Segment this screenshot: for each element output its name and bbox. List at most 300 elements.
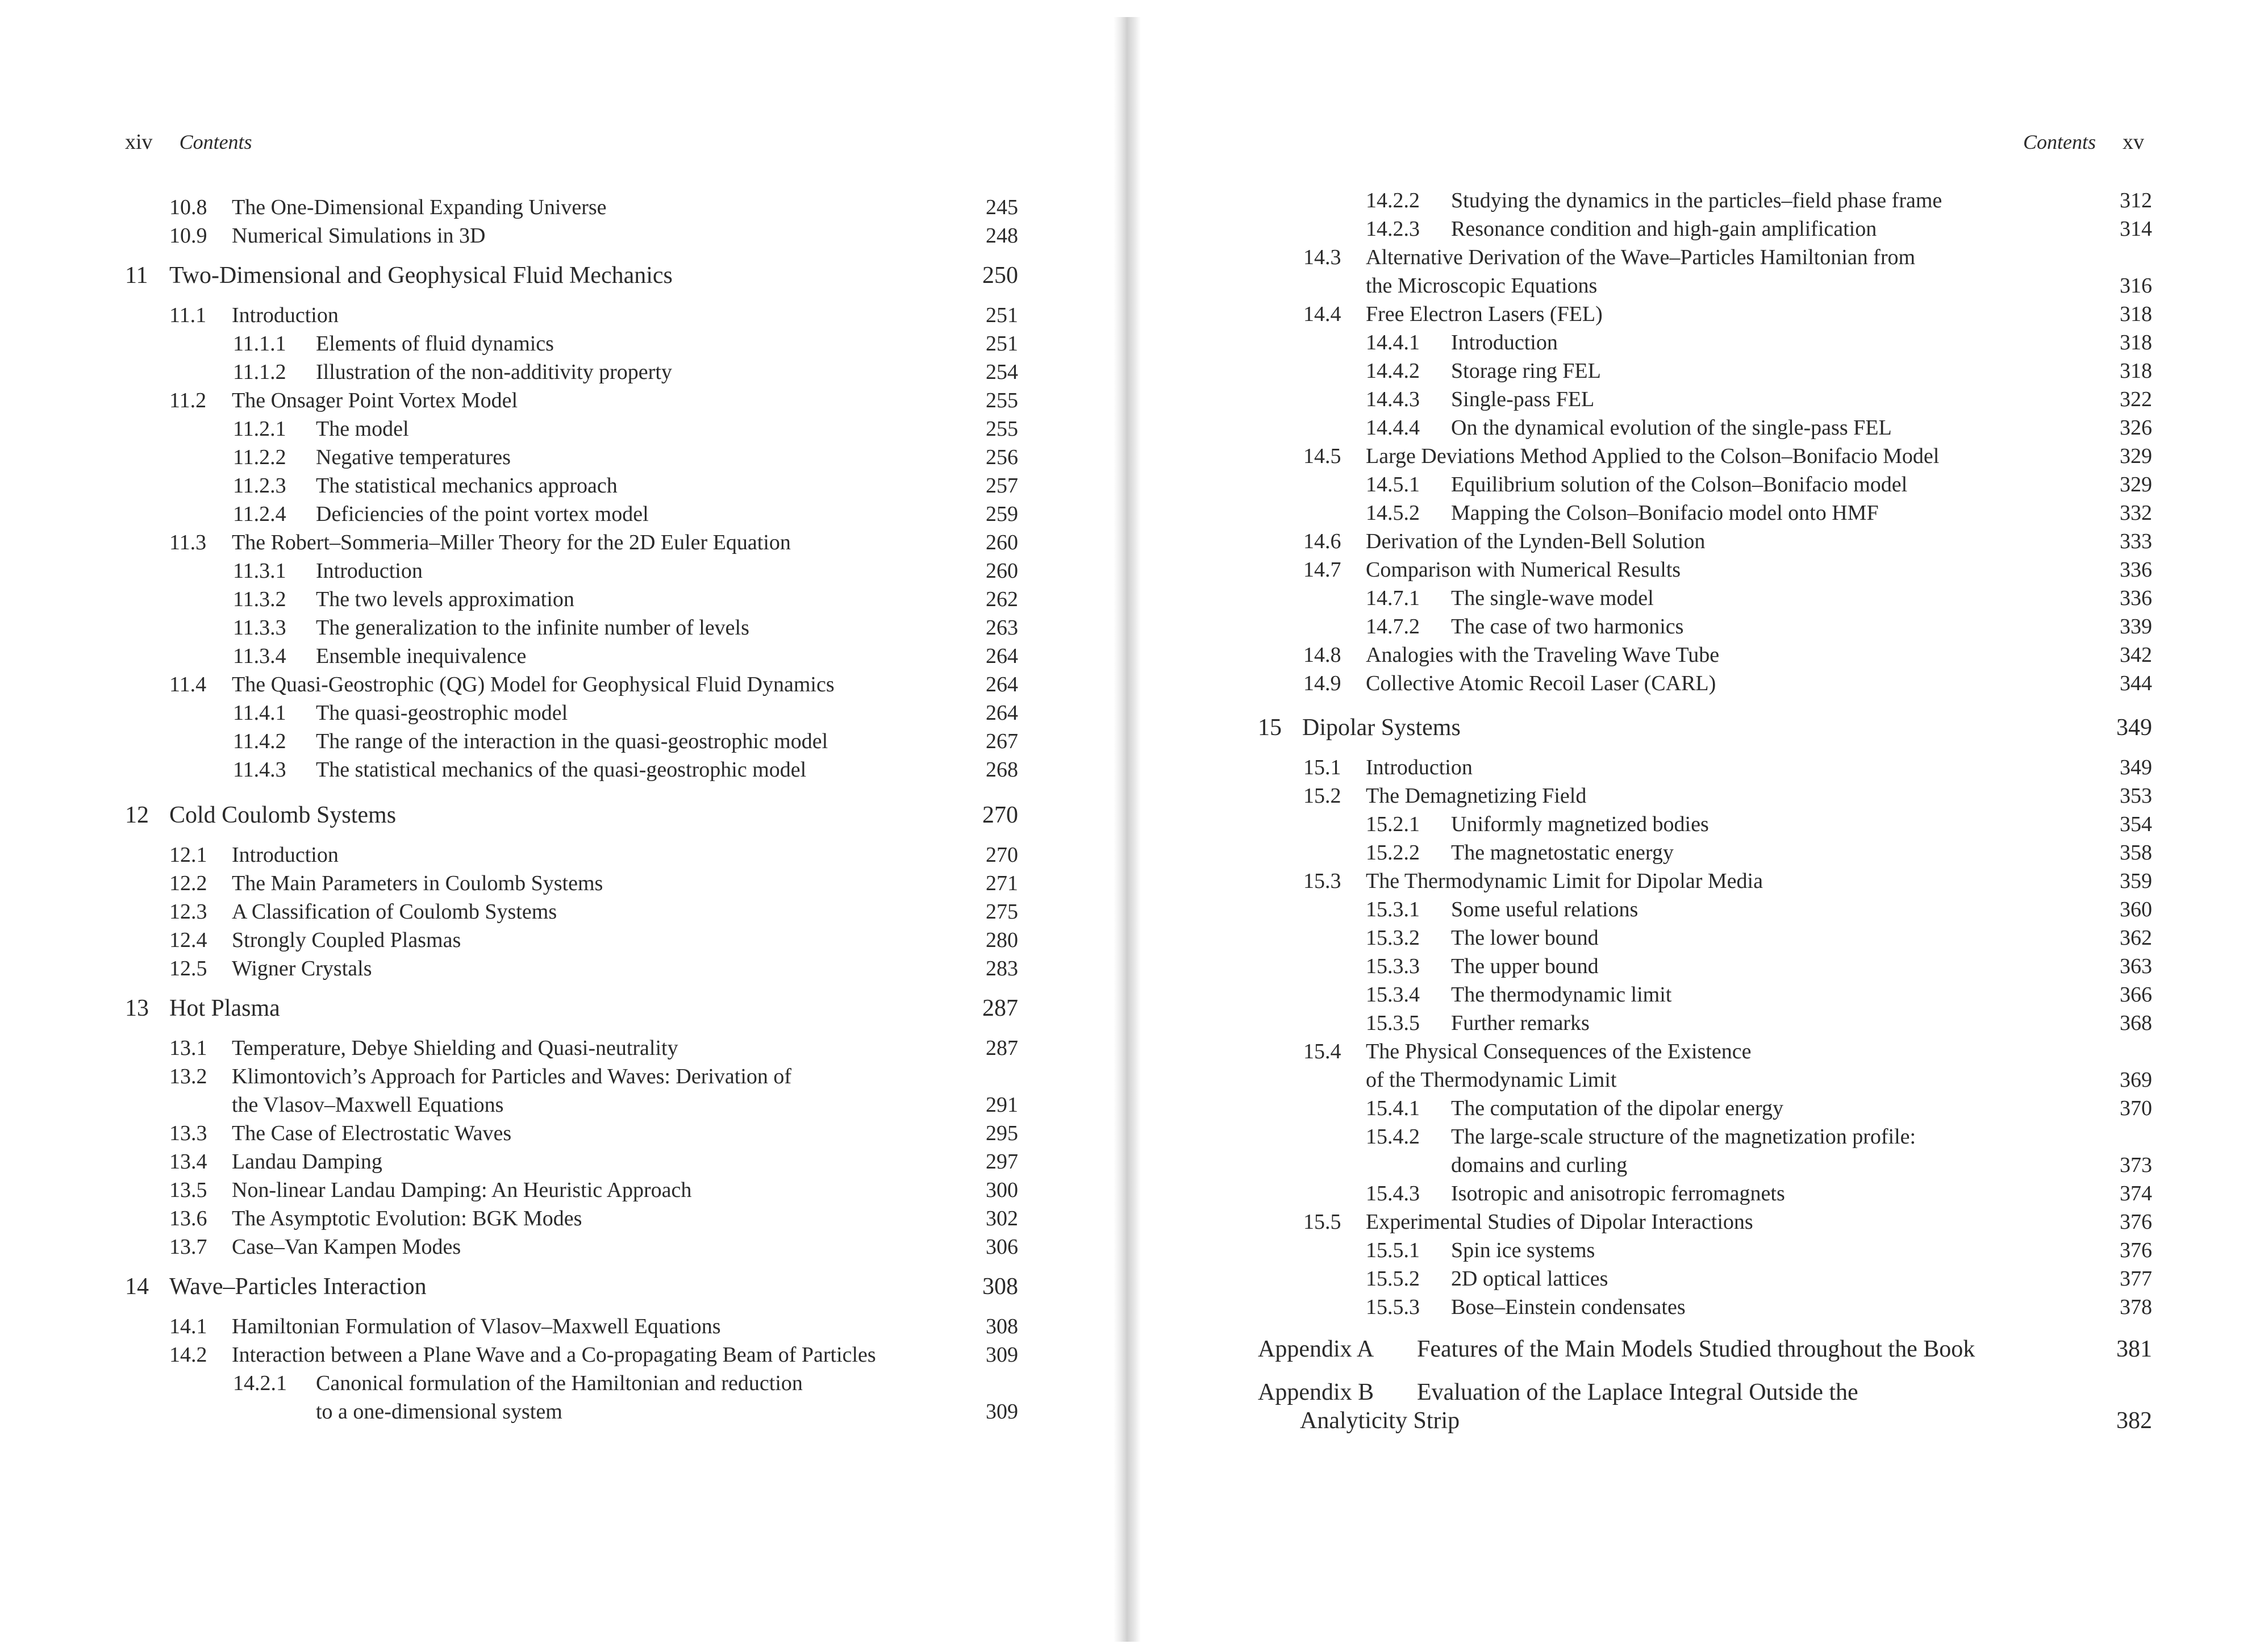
left-toc-entry — [125, 222, 1018, 250]
entry-title: On the dynamical evolution of the single-pass FEL — [1451, 416, 1892, 440]
entry-page-number: 297 — [986, 1150, 1018, 1174]
left-toc-entry — [125, 1034, 1018, 1062]
right-toc-entry — [1258, 1407, 2152, 1435]
entry-page-number: 302 — [986, 1207, 1018, 1230]
entry-title: Case–Van Kampen Modes — [232, 1235, 461, 1259]
entry-title: Single-pass FEL — [1451, 387, 1595, 411]
entry-title: The Main Parameters in Coulomb Systems — [232, 871, 603, 895]
entry-number: 11.3 — [169, 531, 207, 554]
right-toc-entry — [1258, 328, 2152, 357]
entry-title: The thermodynamic limit — [1451, 983, 1672, 1007]
entry-number: 13.6 — [169, 1207, 207, 1230]
left-toc-entry — [125, 1091, 1018, 1119]
entry-page-number: 283 — [986, 957, 1018, 980]
right-toc-entry — [1258, 1236, 2152, 1265]
entry-title: The One-Dimensional Expanding Universe — [232, 195, 607, 219]
entry-title: Strongly Coupled Plasmas — [232, 928, 461, 952]
left-toc-entry — [125, 329, 1018, 358]
entry-number: 13.4 — [169, 1150, 207, 1174]
entry-title: The quasi-geostrophic model — [316, 701, 568, 725]
entry-page-number: 370 — [2120, 1096, 2152, 1120]
entry-title: of the Thermodynamic Limit — [1366, 1068, 1617, 1092]
right-toc-entry — [1258, 442, 2152, 470]
entry-page-number: 377 — [2120, 1267, 2152, 1291]
right-toc-entry — [1258, 612, 2152, 641]
right-toc-entry — [1258, 556, 2152, 584]
entry-number: 14.4.1 — [1366, 331, 1420, 354]
left-toc-entry — [125, 358, 1018, 386]
entry-title: Illustration of the non-additivity property — [316, 360, 672, 384]
entry-number: 15.2.1 — [1366, 812, 1420, 836]
entry-title: Interaction between a Plane Wave and a Co-propagating Beam of Particles — [232, 1343, 876, 1367]
entry-title: Large Deviations Method Applied to the Colson–Bonifacio Model — [1366, 444, 1940, 468]
left-toc-entry — [125, 301, 1018, 329]
entry-page-number: 259 — [986, 502, 1018, 526]
entry-title: the Microscopic Equations — [1366, 274, 1598, 298]
entry-title: Collective Atomic Recoil Laser (CARL) — [1366, 671, 1716, 695]
entry-title: Elements of fluid dynamics — [316, 332, 554, 356]
left-toc-entry — [125, 386, 1018, 415]
entry-title: The two levels approximation — [316, 587, 574, 611]
right-toc-entry — [1258, 1293, 2152, 1321]
left-toc-entry — [125, 471, 1018, 500]
entry-number: 15.3.1 — [1366, 898, 1420, 921]
entry-number: 11.3.1 — [233, 559, 286, 583]
entry-title: Hamiltonian Formulation of Vlasov–Maxwell Equations — [232, 1315, 721, 1338]
right-header — [2023, 130, 2144, 155]
right-toc-entry — [1258, 713, 2152, 742]
right-toc-entry — [1258, 584, 2152, 612]
entry-number: 13.3 — [169, 1121, 207, 1145]
entry-title: Some useful relations — [1451, 898, 1639, 921]
entry-title: Cold Coulomb Systems — [169, 802, 397, 828]
left-toc-entry — [125, 443, 1018, 471]
entry-title: The computation of the dipolar energy — [1451, 1096, 1783, 1120]
entry-title: The Case of Electrostatic Waves — [232, 1121, 512, 1145]
entry-number: 14.7.2 — [1366, 615, 1420, 639]
right-toc-entry — [1258, 810, 2152, 838]
entry-number: 15.3.2 — [1366, 926, 1420, 950]
entry-number: 11.4.2 — [233, 729, 286, 753]
entry-page-number: 374 — [2120, 1182, 2152, 1205]
entry-number: 15.4 — [1303, 1040, 1341, 1063]
entry-page-number: 358 — [2120, 841, 2152, 865]
left-toc-entry — [125, 1341, 1018, 1369]
entry-page-number: 336 — [2120, 586, 2152, 610]
entry-page-number: 262 — [986, 587, 1018, 611]
left-toc-entry — [125, 1176, 1018, 1204]
left-toc-entry — [125, 261, 1018, 290]
entry-number: 11.2.4 — [233, 502, 286, 526]
right-toc-entry — [1258, 1208, 2152, 1236]
entry-number: 15.5.1 — [1366, 1238, 1420, 1262]
entry-number: 11.1.1 — [233, 332, 286, 356]
entry-title: Temperature, Debye Shielding and Quasi-neutrality — [232, 1036, 678, 1060]
entry-title: The large-scale structure of the magnetization profile: — [1451, 1125, 1916, 1149]
entry-page-number: 316 — [2120, 274, 2152, 298]
entry-number: 13 — [125, 995, 149, 1021]
right-toc-entry — [1258, 669, 2152, 698]
entry-number: 15.4.1 — [1366, 1096, 1420, 1120]
right-toc-entry — [1258, 414, 2152, 442]
entry-title: Alternative Derivation of the Wave–Particles Hamiltonian from — [1366, 245, 1916, 269]
entry-page-number: 287 — [986, 1036, 1018, 1060]
entry-number: 12.4 — [169, 928, 207, 952]
entry-number: 13.2 — [169, 1065, 207, 1088]
entry-page-number: 353 — [2120, 784, 2152, 808]
right-toc-entry — [1258, 1378, 2152, 1407]
entry-title: Resonance condition and high-gain amplification — [1451, 217, 1877, 241]
entry-title: Equilibrium solution of the Colson–Bonifacio model — [1451, 473, 1908, 496]
entry-page-number: 255 — [986, 389, 1018, 412]
entry-number: 11.3.2 — [233, 587, 286, 611]
left-toc-entry — [125, 1397, 1018, 1426]
entry-number: 14.4 — [1303, 302, 1341, 326]
right-toc-entry — [1258, 272, 2152, 300]
right-toc-entry — [1258, 215, 2152, 243]
entry-page-number: 381 — [2116, 1336, 2152, 1362]
right-folio: xv — [2123, 130, 2144, 154]
entry-title: Wigner Crystals — [232, 957, 372, 980]
entry-number: 12.2 — [169, 871, 207, 895]
entry-number: 11.4.3 — [233, 758, 286, 782]
entry-title: The Demagnetizing Field — [1366, 784, 1587, 808]
entry-title: Numerical Simulations in 3D — [232, 224, 486, 248]
entry-page-number: 250 — [982, 262, 1018, 289]
entry-page-number: 267 — [986, 729, 1018, 753]
entry-number: 12.1 — [169, 843, 207, 867]
entry-number: 15.3.5 — [1366, 1011, 1420, 1035]
entry-title: The single-wave model — [1451, 586, 1654, 610]
entry-page-number: 314 — [2120, 217, 2152, 241]
entry-page-number: 291 — [986, 1093, 1018, 1117]
left-toc-entry — [125, 994, 1018, 1023]
entry-page-number: 263 — [986, 616, 1018, 640]
entry-number: Appendix B — [1258, 1379, 1374, 1405]
entry-page-number: 378 — [2120, 1295, 2152, 1319]
entry-title: The generalization to the infinite number of levels — [316, 616, 749, 640]
right-toc-entry — [1258, 867, 2152, 895]
entry-number: 14.2 — [169, 1343, 207, 1367]
left-toc-entry — [125, 756, 1018, 784]
entry-number: 12 — [125, 802, 149, 828]
entry-page-number: 318 — [2120, 331, 2152, 354]
entry-page-number: 382 — [2116, 1408, 2152, 1434]
entry-number: 14.3 — [1303, 245, 1341, 269]
entry-title: The Asymptotic Evolution: BGK Modes — [232, 1207, 582, 1230]
left-toc-entry — [125, 801, 1018, 829]
entry-title: Spin ice systems — [1451, 1238, 1595, 1262]
entry-title: The statistical mechanics of the quasi-geostrophic model — [316, 758, 807, 782]
entry-number: 15.2.2 — [1366, 841, 1420, 865]
entry-number: 14.5.2 — [1366, 501, 1420, 525]
entry-page-number: 318 — [2120, 359, 2152, 383]
entry-page-number: 349 — [2116, 715, 2152, 741]
entry-page-number: 359 — [2120, 869, 2152, 893]
right-toc-entry — [1258, 1009, 2152, 1037]
entry-page-number: 322 — [2120, 387, 2152, 411]
entry-number: 11.2.2 — [233, 445, 286, 469]
entry-number: 15.3.4 — [1366, 983, 1420, 1007]
right-toc-entry — [1258, 1179, 2152, 1208]
entry-title: Comparison with Numerical Results — [1366, 558, 1681, 582]
entry-number: 15.2 — [1303, 784, 1341, 808]
entry-page-number: 312 — [2120, 189, 2152, 212]
entry-page-number: 349 — [2120, 756, 2152, 779]
entry-page-number: 300 — [986, 1178, 1018, 1202]
entry-title: A Classification of Coulomb Systems — [232, 900, 557, 924]
entry-number: 14.7 — [1303, 558, 1341, 582]
entry-page-number: 270 — [982, 802, 1018, 828]
entry-page-number: 339 — [2120, 615, 2152, 639]
entry-page-number: 373 — [2120, 1153, 2152, 1177]
entry-page-number: 329 — [2120, 444, 2152, 468]
entry-title: Derivation of the Lynden-Bell Solution — [1366, 529, 1706, 553]
right-toc-entry — [1258, 641, 2152, 669]
entry-number: 14.5 — [1303, 444, 1341, 468]
entry-page-number: 308 — [982, 1274, 1018, 1300]
entry-title: Wave–Particles Interaction — [169, 1274, 427, 1300]
right-toc-entry — [1258, 243, 2152, 272]
entry-title: Studying the dynamics in the particles–field phase frame — [1451, 189, 1942, 212]
entry-page-number: 245 — [986, 195, 1018, 219]
right-toc-entry — [1258, 1066, 2152, 1094]
entry-page-number: 354 — [2120, 812, 2152, 836]
entry-number: 11.3.4 — [233, 644, 286, 668]
entry-number: 12.3 — [169, 900, 207, 924]
right-toc-entry — [1258, 1335, 2152, 1363]
right-toc-entry — [1258, 753, 2152, 782]
entry-title: The statistical mechanics approach — [316, 474, 618, 498]
entry-number: 14.5.1 — [1366, 473, 1420, 496]
entry-title: The model — [316, 417, 409, 441]
entry-number: 13.1 — [169, 1036, 207, 1060]
entry-page-number: 254 — [986, 360, 1018, 384]
entry-title: Klimontovich’s Approach for Particles and Waves: Derivation of — [232, 1065, 792, 1088]
entry-number: Appendix A — [1258, 1336, 1374, 1362]
right-toc-entry — [1258, 300, 2152, 328]
entry-title: Introduction — [232, 843, 339, 867]
entry-title: Non-linear Landau Damping: An Heuristic Approach — [232, 1178, 692, 1202]
entry-page-number: 264 — [986, 644, 1018, 668]
entry-page-number: 280 — [986, 928, 1018, 952]
entry-number: 14.7.1 — [1366, 586, 1420, 610]
entry-page-number: 376 — [2120, 1238, 2152, 1262]
right-toc-entry — [1258, 499, 2152, 527]
entry-number: 14.4.4 — [1366, 416, 1420, 440]
entry-page-number: 360 — [2120, 898, 2152, 921]
right-toc-entry — [1258, 1037, 2152, 1066]
entry-title: Experimental Studies of Dipolar Interactions — [1366, 1210, 1753, 1234]
right-toc-entry — [1258, 385, 2152, 414]
entry-number: 14.4.2 — [1366, 359, 1420, 383]
entry-page-number: 306 — [986, 1235, 1018, 1259]
entry-number: 14.8 — [1303, 643, 1341, 667]
left-toc-entry — [125, 1148, 1018, 1176]
entry-page-number: 287 — [982, 995, 1018, 1021]
entry-page-number: 329 — [2120, 473, 2152, 496]
entry-title: The Onsager Point Vortex Model — [232, 389, 518, 412]
entry-page-number: 342 — [2120, 643, 2152, 667]
entry-page-number: 257 — [986, 474, 1018, 498]
right-toc-entry — [1258, 782, 2152, 810]
entry-page-number: 255 — [986, 417, 1018, 441]
entry-title: The Physical Consequences of the Existence — [1366, 1040, 1752, 1063]
entry-number: 15.4.2 — [1366, 1125, 1420, 1149]
entry-number: 14.4.3 — [1366, 387, 1420, 411]
entry-number: 14 — [125, 1274, 149, 1300]
entry-title: the Vlasov–Maxwell Equations — [232, 1093, 504, 1117]
left-running-head: Contents — [179, 131, 252, 153]
entry-number: 11.1 — [169, 303, 207, 327]
left-toc-entry — [125, 1312, 1018, 1341]
entry-title: The lower bound — [1451, 926, 1599, 950]
left-folio: xiv — [125, 130, 153, 154]
entry-number: 15.5 — [1303, 1210, 1341, 1234]
entry-page-number: 248 — [986, 224, 1018, 248]
entry-page-number: 270 — [986, 843, 1018, 867]
entry-page-number: 295 — [986, 1121, 1018, 1145]
entry-page-number: 309 — [986, 1400, 1018, 1424]
entry-title: The case of two harmonics — [1451, 615, 1684, 639]
left-toc-entry — [125, 670, 1018, 699]
entry-number: 14.1 — [169, 1315, 207, 1338]
entry-page-number: 344 — [2120, 671, 2152, 695]
entry-page-number: 308 — [986, 1315, 1018, 1338]
entry-number: 15.5.2 — [1366, 1267, 1420, 1291]
left-toc-entry — [125, 193, 1018, 222]
entry-number: 11.3.3 — [233, 616, 286, 640]
left-toc-entry — [125, 1272, 1018, 1301]
left-toc-entry — [125, 1233, 1018, 1261]
left-toc-entry — [125, 642, 1018, 670]
left-page — [0, 0, 1114, 1644]
entry-title: Dipolar Systems — [1302, 715, 1461, 741]
entry-title: Landau Damping — [232, 1150, 382, 1174]
entry-number: 13.7 — [169, 1235, 207, 1259]
left-toc-entry — [125, 869, 1018, 898]
left-toc-entry — [125, 1369, 1018, 1397]
entry-page-number: 271 — [986, 871, 1018, 895]
entry-number: 11.4.1 — [233, 701, 286, 725]
entry-number: 14.9 — [1303, 671, 1341, 695]
entry-title: Negative temperatures — [316, 445, 511, 469]
entry-page-number: 366 — [2120, 983, 2152, 1007]
right-toc-entry — [1258, 357, 2152, 385]
entry-title: Storage ring FEL — [1451, 359, 1601, 383]
entry-title: Introduction — [1366, 756, 1473, 779]
entry-title: domains and curling — [1451, 1153, 1628, 1177]
book-gutter — [1114, 17, 1141, 1642]
entry-number: 12.5 — [169, 957, 207, 980]
left-toc-entry — [125, 528, 1018, 557]
entry-title: Deficiencies of the point vortex model — [316, 502, 649, 526]
right-toc-entry — [1258, 980, 2152, 1009]
entry-title: Mapping the Colson–Bonifacio model onto HMF — [1451, 501, 1879, 525]
entry-page-number: 275 — [986, 900, 1018, 924]
entry-page-number: 369 — [2120, 1068, 2152, 1092]
right-running-head: Contents — [2023, 131, 2096, 153]
left-toc-entry — [125, 1062, 1018, 1091]
right-page — [1141, 0, 2268, 1644]
entry-page-number: 362 — [2120, 926, 2152, 950]
entry-page-number: 333 — [2120, 529, 2152, 553]
left-toc-entry — [125, 614, 1018, 642]
left-toc-entry — [125, 1204, 1018, 1233]
entry-number: 15.3.3 — [1366, 954, 1420, 978]
left-toc-entry — [125, 926, 1018, 954]
left-toc-entry — [125, 415, 1018, 443]
entry-title: The upper bound — [1451, 954, 1599, 978]
entry-title: Two-Dimensional and Geophysical Fluid Mechanics — [169, 262, 673, 289]
right-toc-entry — [1258, 1151, 2152, 1179]
entry-page-number: 268 — [986, 758, 1018, 782]
left-toc-entry — [125, 557, 1018, 585]
entry-title: The Robert–Sommeria–Miller Theory for the 2D Euler Equation — [232, 531, 791, 554]
entry-page-number: 318 — [2120, 302, 2152, 326]
entry-page-number: 251 — [986, 303, 1018, 327]
left-toc-entry — [125, 585, 1018, 614]
left-toc-entry — [125, 727, 1018, 756]
entry-page-number: 264 — [986, 673, 1018, 696]
entry-number: 15 — [1258, 715, 1282, 741]
entry-number: 14.2.3 — [1366, 217, 1420, 241]
right-toc-entry — [1258, 470, 2152, 499]
entry-number: 15.5.3 — [1366, 1295, 1420, 1319]
entry-title: Introduction — [232, 303, 339, 327]
entry-page-number: 326 — [2120, 416, 2152, 440]
entry-title: Evaluation of the Laplace Integral Outside the — [1417, 1379, 1858, 1405]
entry-page-number: 264 — [986, 701, 1018, 725]
right-toc-entry — [1258, 952, 2152, 980]
entry-page-number: 376 — [2120, 1210, 2152, 1234]
entry-title: Further remarks — [1451, 1011, 1590, 1035]
entry-number: 11.2 — [169, 389, 207, 412]
entry-title: Introduction — [316, 559, 423, 583]
right-toc-entry — [1258, 186, 2152, 215]
left-toc-entry — [125, 841, 1018, 869]
entry-number: 15.3 — [1303, 869, 1341, 893]
right-toc-entry — [1258, 527, 2152, 556]
right-toc-entry — [1258, 924, 2152, 952]
entry-number: 11.2.3 — [233, 474, 286, 498]
right-toc-entry — [1258, 838, 2152, 867]
right-toc-entry — [1258, 1094, 2152, 1123]
entry-title: Features of the Main Models Studied throughout the Book — [1417, 1336, 1975, 1362]
entry-page-number: 260 — [986, 559, 1018, 583]
entry-title: Uniformly magnetized bodies — [1451, 812, 1709, 836]
entry-number: 11.1.2 — [233, 360, 286, 384]
left-toc-entry — [125, 898, 1018, 926]
entry-number: 14.6 — [1303, 529, 1341, 553]
entry-number: 11.4 — [169, 673, 207, 696]
left-toc-entry — [125, 500, 1018, 528]
entry-number: 10.9 — [169, 224, 207, 248]
right-toc-entry — [1258, 1265, 2152, 1293]
entry-title: Analogies with the Traveling Wave Tube — [1366, 643, 1720, 667]
entry-number: 11.2.1 — [233, 417, 286, 441]
entry-title: Ensemble inequivalence — [316, 644, 527, 668]
entry-number: 15.4.3 — [1366, 1182, 1420, 1205]
entry-title: Free Electron Lasers (FEL) — [1366, 302, 1603, 326]
entry-page-number: 368 — [2120, 1011, 2152, 1035]
entry-title: Canonical formulation of the Hamiltonian and reduction — [316, 1371, 803, 1395]
left-toc-entry — [125, 1119, 1018, 1148]
entry-title: Hot Plasma — [169, 995, 280, 1021]
entry-title: Isotropic and anisotropic ferromagnets — [1451, 1182, 1785, 1205]
entry-page-number: 309 — [986, 1343, 1018, 1367]
entry-title: to a one-dimensional system — [316, 1400, 562, 1424]
